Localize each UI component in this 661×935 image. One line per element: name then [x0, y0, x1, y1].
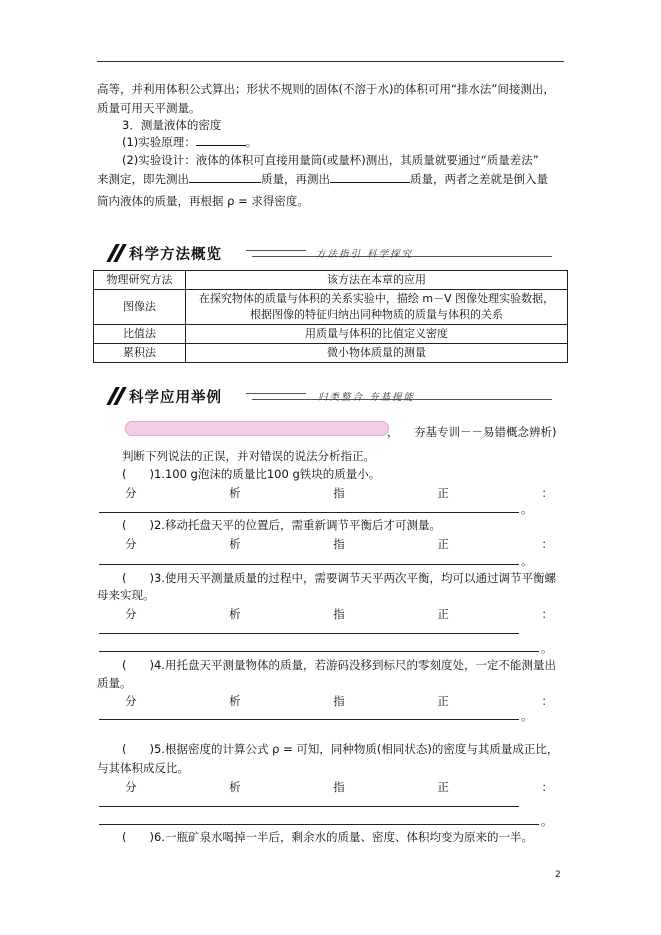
answer-line[interactable]	[99, 824, 539, 825]
analysis-char: 析	[229, 486, 241, 500]
question-text: 6.一瓶矿泉水喝掉一半后，剩余水的质量、密度、体积均变为原来的一半。	[153, 830, 533, 844]
tag-text: 夯基专训－－易错概念辨析)	[414, 425, 557, 439]
question-item-1	[122, 466, 380, 482]
analysis-char: ：	[541, 780, 553, 794]
analysis-char: 正	[437, 780, 449, 794]
answer-mark[interactable]: ( )	[122, 571, 154, 585]
answer-line[interactable]	[99, 633, 519, 634]
table-header-row	[94, 271, 568, 290]
analysis-char: 正	[437, 607, 449, 621]
analysis-char: 正	[437, 694, 449, 708]
question-text: 2.移动托盘天平的位置后，需重新调节平衡后才可测量。	[153, 518, 441, 532]
answer-line[interactable]	[99, 651, 539, 652]
question-text: 1.100 g泡沫的质量比100 g铁块的质量小。	[153, 467, 381, 481]
answer-period: 。	[521, 554, 533, 568]
question-item-4-cont: 质量。	[97, 676, 132, 690]
question-item-3	[122, 570, 556, 586]
answer-mark[interactable]: ( )	[122, 467, 154, 481]
first-mass-blank[interactable]	[189, 171, 261, 183]
analysis-char: 指	[333, 607, 345, 621]
method-cell: 累积法	[94, 344, 186, 363]
analysis-char: 析	[229, 694, 241, 708]
table-row	[94, 344, 568, 363]
answer-line[interactable]	[99, 719, 519, 720]
analysis-char: 正	[437, 486, 449, 500]
question-item-4	[122, 657, 556, 673]
analysis-char: 析	[229, 780, 241, 794]
question-item-2	[122, 517, 441, 533]
intro-line-2: 质量可用天平测量。	[97, 101, 201, 115]
second-mass-blank[interactable]	[330, 171, 410, 183]
analysis-char: ：	[541, 537, 553, 551]
banner-rule	[246, 393, 306, 394]
application-cell: 微小物体质量的测量	[186, 344, 568, 363]
application-cell	[186, 290, 568, 325]
question-item-5-cont: 与其体积成反比。	[97, 761, 189, 775]
answer-mark[interactable]: ( )	[122, 658, 154, 672]
tag-comma: ，	[387, 425, 399, 439]
answer-period: 。	[521, 502, 533, 516]
question-text: 4.用托盘天平测量物体的质量，若游码没移到标尺的零刻度处，一定不能测量出	[153, 658, 556, 672]
analysis-label-row	[125, 779, 553, 795]
analysis-char: 指	[333, 694, 345, 708]
answer-line[interactable]	[99, 564, 519, 565]
liquid-heading: 3．测量液体的密度	[122, 118, 222, 132]
analysis-char: 分	[125, 486, 137, 500]
banner-rule	[246, 250, 306, 251]
analysis-char: 分	[125, 694, 137, 708]
answer-line[interactable]	[99, 806, 519, 807]
analysis-char: 正	[437, 537, 449, 551]
answer-period: 。	[541, 641, 553, 655]
question-item-3-cont: 母来实现。	[97, 588, 155, 602]
analysis-char: ：	[541, 694, 553, 708]
analysis-char: 指	[333, 780, 345, 794]
header-rule	[97, 61, 564, 62]
table-row	[94, 325, 568, 344]
analysis-label-row	[125, 485, 553, 501]
application-cell: 用质量与体积的比值定义密度	[186, 325, 568, 344]
answer-period: 。	[521, 709, 533, 723]
design-text-a: 来测定，即先测出	[97, 172, 189, 186]
analysis-char: 分	[125, 607, 137, 621]
methods-subtitle: 方法指引 科学探究	[316, 249, 414, 260]
application-subtitle: 归类整合 夯基提能	[318, 392, 416, 403]
methods-table	[93, 270, 568, 363]
analysis-char: 分	[125, 780, 137, 794]
answer-mark[interactable]: ( )	[122, 742, 154, 756]
analysis-label-row	[125, 606, 553, 622]
instruction: 判断下列说法的正误，并对错误的说法分析指正。	[122, 449, 375, 463]
method-cell: 比值法	[94, 325, 186, 344]
question-text: 5.根据密度的计算公式 ρ = 可知，同种物质(相同状态)的密度与其质量成正比，	[153, 742, 559, 756]
question-item-5	[122, 741, 558, 757]
question-item-6	[122, 829, 533, 845]
answer-period: 。	[541, 814, 553, 828]
design-text-c: 质量，两者之差就是倒入量	[410, 172, 548, 186]
principle-line	[122, 134, 257, 150]
answer-line[interactable]	[99, 512, 519, 513]
design-line-2	[97, 171, 548, 187]
analysis-label-row	[125, 536, 553, 552]
table-header-cell: 该方法在本章的应用	[186, 271, 568, 290]
page-number: 2	[555, 870, 561, 880]
principle-label: (1)实验原理：	[122, 135, 196, 149]
analysis-char: ：	[541, 607, 553, 621]
application-line: 在探究物体的质量与体积的关系实验中，描绘 m－V 图像处理实验数据，	[198, 292, 555, 305]
methods-title: 科学方法概览	[129, 247, 222, 263]
analysis-char: 分	[125, 537, 137, 551]
design-line-3: 筒内液体的质量，再根据 ρ = 求得密度。	[97, 194, 309, 208]
intro-line-1: 高等，并利用体积公式算出；形状不规则的固体(不溶于水)的体积可用“排水法”间接测出，	[97, 82, 555, 96]
application-title: 科学应用举例	[129, 390, 222, 406]
principle-blank[interactable]	[196, 134, 246, 146]
principle-end: 。	[245, 135, 258, 149]
analysis-char: ：	[541, 486, 553, 500]
analysis-char: 析	[229, 537, 241, 551]
design-line-1: (2)实验设计：液体的体积可直接用量筒(或量杯)测出，其质量就要通过“质量差法”	[122, 153, 539, 167]
application-line: 根据图像的特征归纳出同种物质的质量与体积的关系	[250, 308, 503, 321]
design-text-b: 质量，再测出	[261, 172, 330, 186]
table-header-cell: 物理研究方法	[94, 271, 186, 290]
tag-highlight	[125, 421, 389, 436]
analysis-char: 析	[229, 607, 241, 621]
analysis-char: 指	[333, 537, 345, 551]
analysis-label-row	[125, 693, 553, 709]
table-row	[94, 290, 568, 325]
method-cell: 图像法	[94, 290, 186, 325]
answer-mark[interactable]: ( )	[122, 518, 154, 532]
answer-mark[interactable]: ( )	[122, 830, 154, 844]
question-text: 3.使用天平测量质量的过程中，需要调节天平两次平衡，均可以通过调节平衡螺	[153, 571, 556, 585]
analysis-char: 指	[333, 486, 345, 500]
